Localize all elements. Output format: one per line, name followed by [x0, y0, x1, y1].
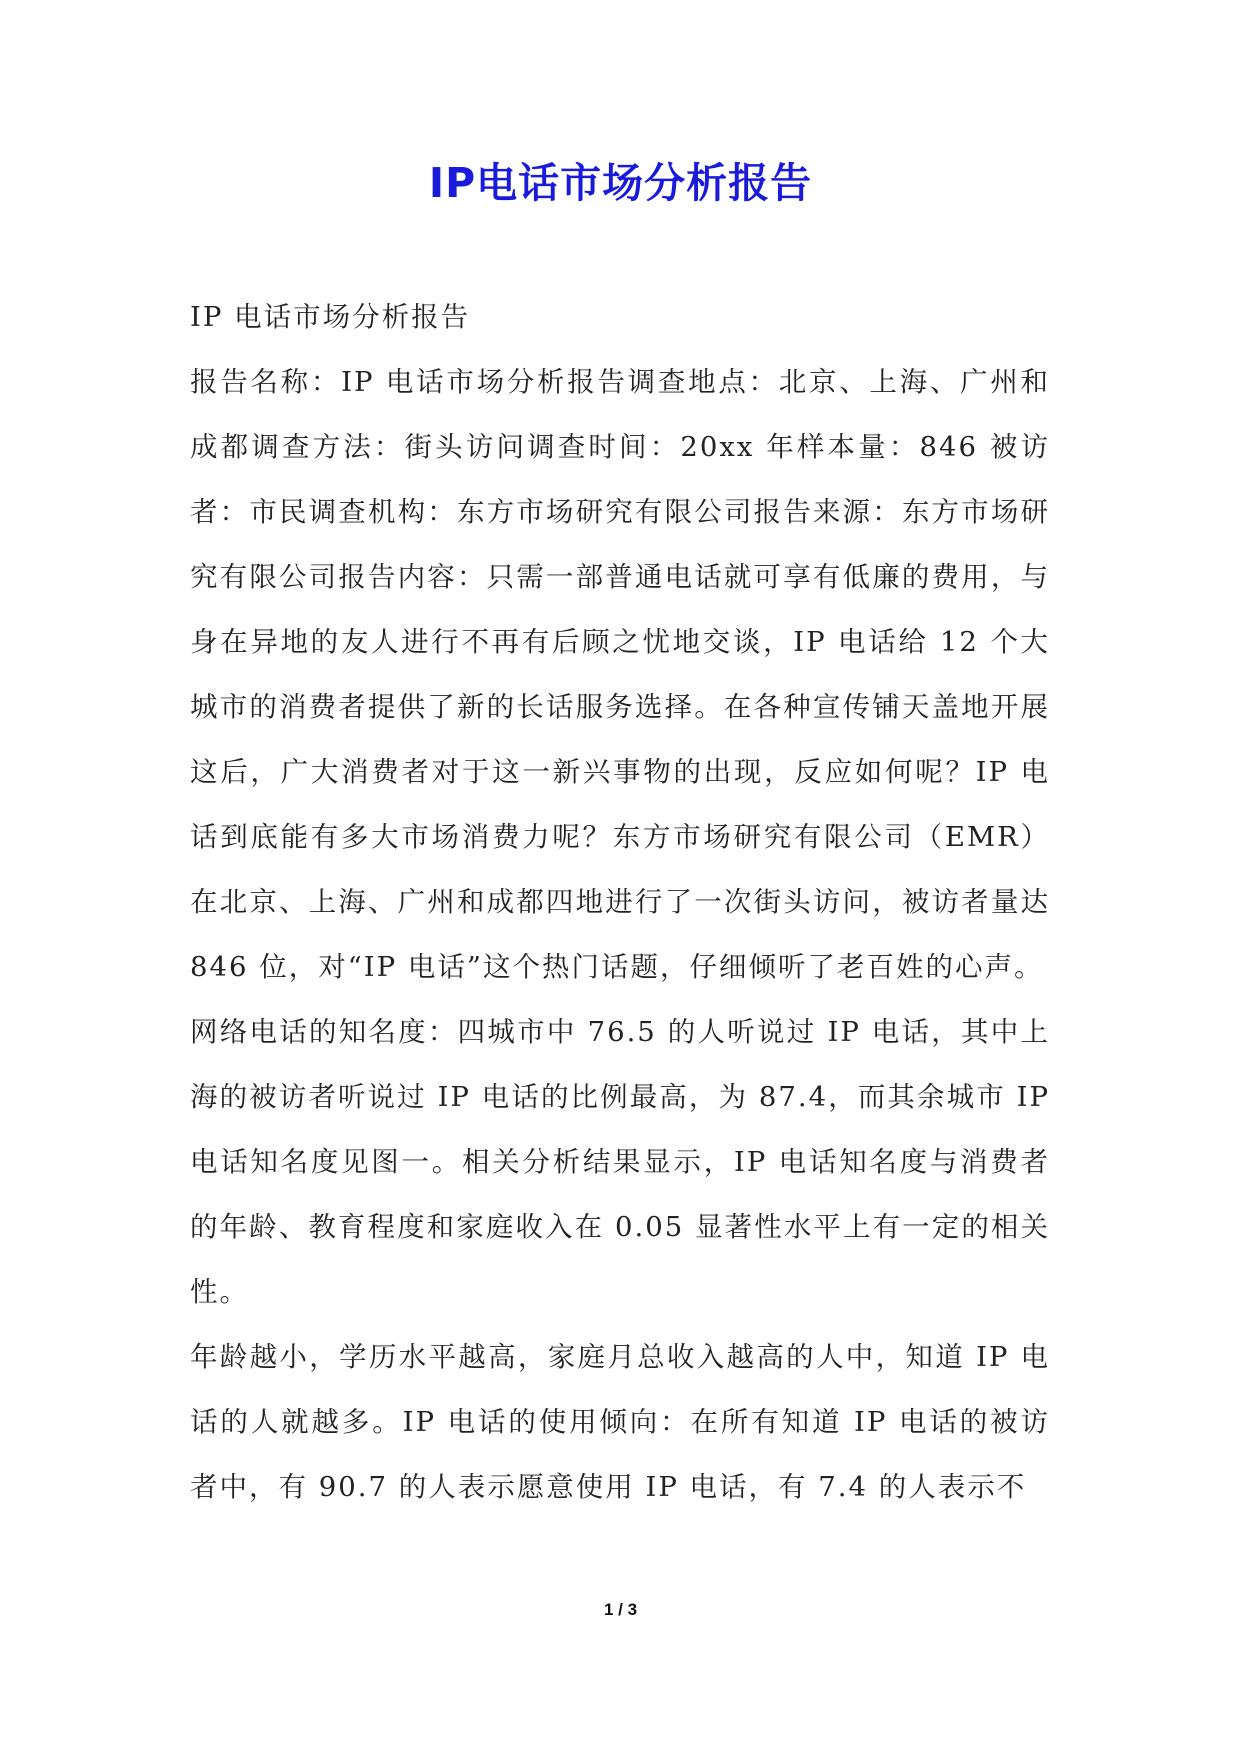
document-title: IP电话市场分析报告	[428, 159, 813, 207]
paragraph-awareness: 网络电话的知名度：四城市中 76.5 的人听说过 IP 电话，其中上海的被访者听说过 IP 电话的比例最高，为 87.4，而其余城市 IP 电话知名度见图一。相关分析结果显示，IP 电话知名度与消费者的年龄、教育程度和家庭收入在 0.05 显著性水平上有一定的相关性。	[190, 1016, 1050, 1308]
page-number: 1 / 3	[603, 1600, 638, 1619]
paragraph-report-info: 报告名称：IP 电话市场分析报告调查地点：北京、上海、广州和成都调查方法：街头访问调查时间：20xx 年样本量：846 被访者：市民调查机构：东方市场研究有限公司报告来源：东方市场研究有限公司报告内容：只需一部普通电话就可享有低廉的费用，与身在异地的友人进行不再有后顾之忧地交谈，IP 电话给 12 个大城市的消费者提供了新的长话服务选择。在各种宣传铺天盖地开展这后，广大消费者对于这一新兴事物的出现，反应如何呢？IP 电话到底能有多大市场消费力呢？东方市场研究有限公司（EMR）在北京、上海、广州和成都四地进行了一次街头访问，被访者量达 846 位，对“IP 电话”这个热门话题，仔细倾听了老百姓的心声。	[190, 366, 1050, 983]
paragraph-usage: 年龄越小，学历水平越高，家庭月总收入越高的人中，知道 IP 电话的人就越多。IP 电话的使用倾向：在所有知道 IP 电话的被访者中，有 90.7 的人表示愿意使用 IP 电话，有 7.4 的人表示不	[190, 1341, 1050, 1503]
document-body	[190, 285, 1050, 1520]
paragraph-heading: IP 电话市场分析报告	[190, 301, 471, 333]
